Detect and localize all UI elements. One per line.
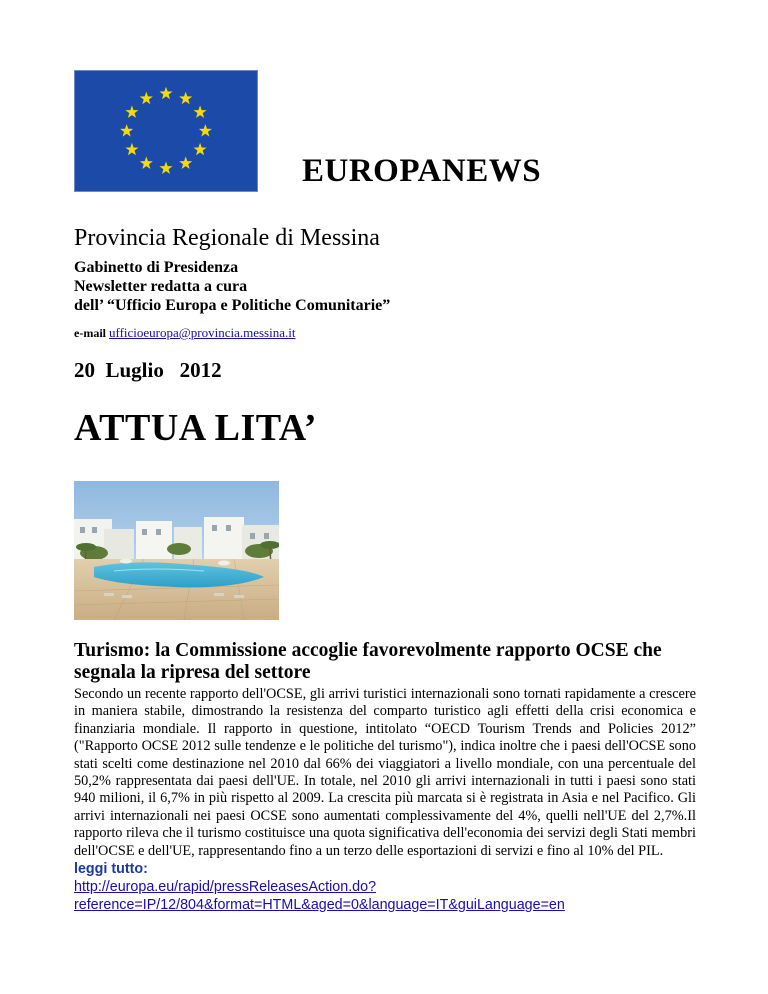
flag-star-icon: [159, 161, 172, 173]
read-more-block: [74, 860, 565, 914]
flag-star-icon: [194, 143, 207, 155]
flag-star-icon: [120, 124, 133, 136]
article-link-line-1: http://europa.eu/rapid/pressReleasesAction.do?: [74, 879, 377, 895]
email-link[interactable]: ufficioeuropa@provincia.messina.it: [109, 325, 296, 340]
subtitle-line: Gabinetto di Presidenza: [74, 259, 239, 276]
resort-photo-illustration: [74, 481, 279, 620]
article-link[interactable]: [74, 878, 565, 914]
section-title: ATTUA LITA’: [74, 407, 318, 449]
subtitle-line: Newsletter redatta a cura: [74, 278, 248, 295]
article-body: Secondo un recente rapporto dell'OCSE, gli arrivi turistici internazionali sono tornati rapidamente a crescere in maniera stabile, dimostrando la resistenza del comparto turistico agli effetti della crisi economica e finanziaria mondiale. Il rapporto in questione, intitolato “OECD Tourism Trends and Policies 2012” ("Rapporto OCSE 2012 sulle tendenze e le politiche del turismo"), indica inoltre che i paesi dell'OCSE sono stati scelti come destinazione nel 2010 dal 66% dei viaggiatori a livello mondiale, con una percentuale del 50,2% rappresentata dai paesi dell'UE. In totale, nel 2010 gli arrivi internazionali in tutti i paesi sono stati 940 milioni, il 6,7% in più rispetto al 2009. La crescita più marcata si è registrata in Asia e nel Pacifico. Gli arrivi internazionali nei paesi OCSE sono aumentati complessivamente del 4%, quelli nell'UE del 2,7%.Il rapporto rileva che il turismo costituisce una quota significativa dell'economia dei servizi degli Stati membri dell'OCSE e dell'UE, rappresentando fino a un terzo delle esportazioni di servizi e fino al 10% del PIL.: [74, 686, 696, 859]
flag-star-icon: [194, 105, 207, 117]
flag-star-icon: [199, 124, 212, 136]
read-more-label: leggi tutto:: [74, 861, 148, 877]
email-line: [74, 325, 295, 341]
eu-flag-logo: [74, 70, 258, 192]
article-link-line-2: reference=IP/12/804&format=HTML&aged=0&language=IT&guiLanguage=en: [74, 897, 565, 913]
subtitle-block: [74, 258, 390, 315]
issue-date: 20 Luglio 2012: [74, 358, 222, 382]
resort-pool-photo: [74, 481, 279, 620]
flag-star-icon: [179, 92, 192, 104]
article-headline: Turismo: la Commissione accoglie favorevolmente rapporto OCSE che segnala la ripresa del settore: [74, 640, 662, 683]
subtitle-line: dell’ “Ufficio Europa e Politiche Comunitarie”: [74, 297, 391, 314]
masthead-title: EUROPANEWS: [302, 153, 542, 189]
flag-star-icon: [179, 156, 192, 168]
flag-star-icon: [125, 143, 138, 155]
eu-flag-stars: [75, 71, 257, 191]
email-label: e-mail: [74, 326, 106, 340]
organization-name: Provincia Regionale di Messina: [74, 225, 380, 251]
flag-star-icon: [125, 105, 138, 117]
flag-star-icon: [140, 156, 153, 168]
flag-star-icon: [140, 92, 153, 104]
flag-star-icon: [159, 87, 172, 99]
